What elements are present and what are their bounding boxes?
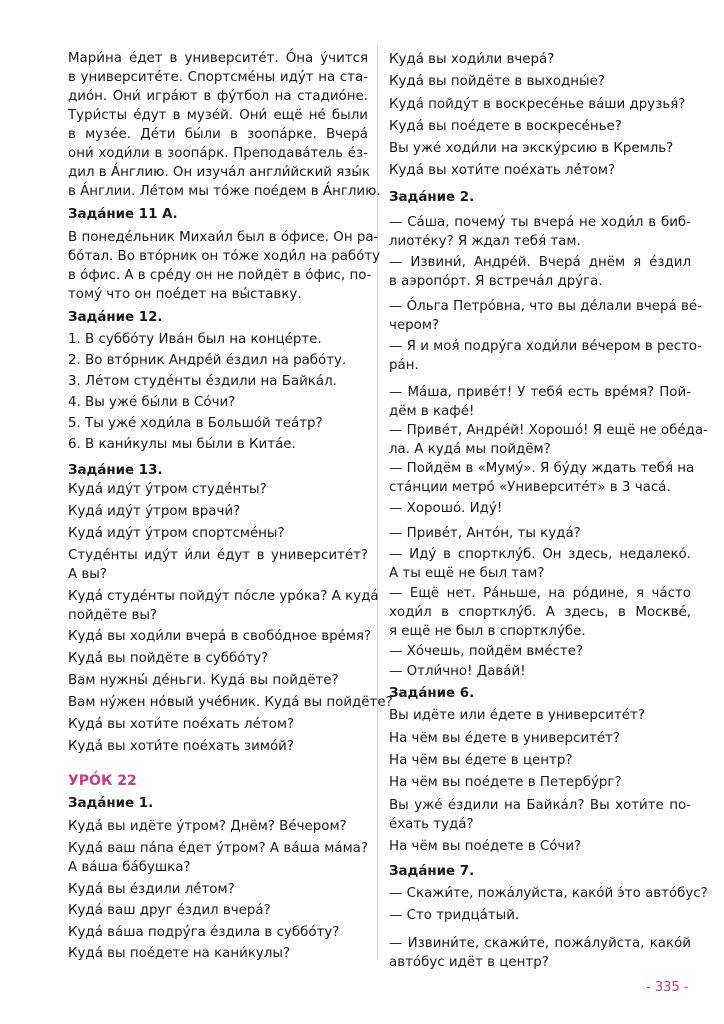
lesson-heading: УРО́К 22 bbox=[68, 773, 137, 789]
text-line: в А́нглии. Ле́том мы то́же пое́дем в А́нглию. bbox=[68, 184, 381, 199]
task-heading: Зада́ние 6. bbox=[389, 686, 475, 701]
text-line: А вы? bbox=[68, 567, 107, 582]
text-line: пойдёте вы? bbox=[68, 608, 158, 623]
text-line: ходи́л в спортклу́б. А здесь, в Москве́, bbox=[389, 605, 691, 620]
text-line: Вам ну́жен но́вый уче́бник. Куда́ вы пойдёте? bbox=[68, 695, 393, 710]
text-line: — Ма́ша, приве́т! У тебя́ есть вре́мя? Пой- bbox=[389, 385, 691, 400]
text-line: Куда́ вы хоти́те пое́хать ле́том? bbox=[68, 717, 295, 732]
text-line: Студе́нты иду́т и́ли е́дут в университе́т? bbox=[68, 548, 368, 563]
text-line: На чём вы е́дете в университе́т? bbox=[389, 731, 620, 746]
text-line: 3. Ле́том студе́нты е́здили на Байка́л. bbox=[68, 374, 337, 389]
text-line: Куда́ вы е́здили ле́том? bbox=[68, 882, 235, 897]
text-line: Куда́ вы хоти́те пое́хать зимо́й? bbox=[68, 739, 294, 754]
text-line: Куда́ студе́нты пойду́т по́сле уро́ка? А куда́ bbox=[68, 589, 379, 604]
text-line: 6. В кани́кулы мы бы́ли в Кита́е. bbox=[68, 437, 296, 452]
text-line: Куда́ ваш па́па е́дет у́тром? А ва́ша ма́ма? bbox=[68, 841, 368, 856]
text-line: Вы идёте или е́дете в университе́т? bbox=[389, 708, 645, 723]
text-line: Куда́ вы ходи́ли вчера́? bbox=[389, 52, 555, 67]
text-line: На чём вы е́дете в центр? bbox=[389, 753, 573, 768]
text-line: В понеде́льник Михаи́л был в о́фисе. Он ра- bbox=[68, 230, 379, 245]
text-line: 4. Вы уже́ бы́ли в Со́чи? bbox=[68, 395, 236, 410]
text-line: 1. В суббо́ту Ива́н был на конце́рте. bbox=[68, 332, 322, 347]
text-line: ла. А куда́ мы пойдём? bbox=[389, 442, 551, 457]
text-line: Куда́ иду́т у́тром студе́нты? bbox=[68, 482, 267, 497]
text-line: — Са́ша, почему́ ты вчера́ не ходи́л в биб- bbox=[389, 215, 691, 230]
text-line: Вы уже́ е́здили на Байка́л? Вы хоти́те по- bbox=[389, 798, 691, 813]
task-heading: Зада́ние 13. bbox=[68, 463, 163, 478]
text-line: Тури́сты е́дут в музе́й. Они́ ещё не́ были bbox=[68, 108, 368, 123]
text-line: лиоте́ку? Я ждал тебя́ там. bbox=[389, 234, 581, 249]
text-line: в аэропо́рт. Я встреча́л дру́га. bbox=[389, 274, 603, 289]
text-line: — Приве́т, Анто́н, ты куда́? bbox=[389, 526, 581, 541]
text-line: 5. Ты уже́ ходи́ла в Большо́й теа́тр? bbox=[68, 416, 323, 431]
text-line: они́ ходи́ли в зоопа́рк. Преподава́тель е́з- bbox=[68, 146, 368, 161]
text-line: А ва́ша ба́бушка? bbox=[68, 860, 191, 875]
text-line: — Отли́чно! Дава́й! bbox=[389, 664, 526, 679]
text-line: авто́бус идёт в центр? bbox=[389, 955, 549, 970]
task-heading: Зада́ние 1. bbox=[68, 796, 154, 811]
text-line: Куда́ вы хоти́те пое́хать ле́том? bbox=[389, 163, 616, 178]
page-number: - 335 - bbox=[646, 980, 689, 995]
column-divider bbox=[377, 45, 378, 960]
task-heading: Зада́ние 7. bbox=[389, 864, 475, 879]
task-heading: Зада́ние 12. bbox=[68, 310, 163, 325]
text-line: в музе́е. Де́ти бы́ли в зоопа́рке. Вчера́ bbox=[68, 127, 368, 142]
text-line: — Ещё нет. Ра́ньше, на ро́дине, я ча́сто bbox=[389, 586, 691, 601]
text-line: — Извини́, Андре́й. Вчера́ днём я е́здил bbox=[389, 255, 691, 270]
text-line: — Я и моя́ подру́га ходи́ли ве́чером в ресто- bbox=[389, 339, 702, 354]
text-line: ра́н. bbox=[389, 358, 419, 373]
text-line: — О́льга Петро́вна, что вы де́лали вчера́ ве́- bbox=[389, 299, 702, 314]
text-line: Куда́ иду́т у́тром врачи́? bbox=[68, 504, 241, 519]
text-line: дил в А́нглию. Он изуча́л англи́йский язы́к bbox=[68, 165, 371, 180]
task-heading: Зада́ние 11 А. bbox=[68, 207, 178, 222]
text-line: Вам нужны́ де́ньги. Куда́ вы пойдёте? bbox=[68, 673, 339, 688]
text-line: в университе́те. Спортсме́ны иду́т на ста- bbox=[68, 70, 368, 85]
text-line: — Приве́т, Андре́й! Хорошо́! Я ещё не обе́да- bbox=[389, 423, 708, 438]
text-line: На чём вы пое́дете в Петербу́рг? bbox=[389, 775, 622, 790]
text-line: А ты ещё не был там? bbox=[389, 566, 545, 581]
text-line: в о́фис. А в сре́ду он не пойдёт в о́фис, по- bbox=[68, 268, 372, 283]
text-line: Вы уже́ ходи́ли на экску́рсию в Кремль? bbox=[389, 141, 674, 156]
text-line: Куда́ пойду́т в воскресе́нье ва́ши друзья́? bbox=[389, 97, 686, 112]
text-line: Куда́ ва́ша подру́га е́здила в суббо́ту? bbox=[68, 925, 340, 940]
text-line: чером? bbox=[389, 318, 440, 333]
text-line: Куда́ вы ходи́ли вчера́ в свобо́дное вре́мя? bbox=[68, 629, 372, 644]
text-line: На чём вы пое́дете в Со́чи? bbox=[389, 839, 582, 854]
text-line: — Извини́те, скажи́те, пожа́луйста, како́й bbox=[389, 936, 691, 951]
text-line: — Хо́чешь, пойдём вме́сте? bbox=[389, 644, 584, 659]
text-line: Куда́ вы пойдёте в выходны́е? bbox=[389, 74, 605, 89]
task-heading: Зада́ние 2. bbox=[389, 190, 475, 205]
text-line: — Пойдём в «Муму́». Я бу́ду ждать тебя́ на bbox=[389, 461, 695, 476]
text-line: Куда́ вы идёте у́тром? Днём? Ве́чером? bbox=[68, 819, 347, 834]
text-line: Мари́на е́дет в университе́т. О́на у́чится bbox=[68, 51, 368, 66]
text-line: дём в кафе́! bbox=[389, 404, 475, 419]
text-line: е́хать туда́? bbox=[389, 817, 474, 832]
text-line: бо́тал. Во вто́рник он то́же ходи́л на рабо́ту bbox=[68, 249, 381, 264]
text-line: Куда́ ваш друг е́здил вчера́? bbox=[68, 903, 271, 918]
text-line: 2. Во вто́рник Андре́й е́здил на рабо́ту. bbox=[68, 353, 347, 368]
text-line: дио́н. Они́ игра́ют в фу́тбол на стадио́не. bbox=[68, 89, 368, 104]
text-line: тому́ что он пое́дет на вы́ставку. bbox=[68, 287, 302, 302]
text-line: — Хорошо́. Иду́! bbox=[389, 501, 503, 516]
text-line: — Сто тридца́тый. bbox=[389, 908, 520, 923]
text-line: Куда́ вы пойдёте в суббо́ту? bbox=[68, 651, 269, 666]
text-line: я ещё не был в спортклу́бе. bbox=[389, 624, 586, 639]
text-line: — Скажи́те, пожа́луйста, како́й э́то авто́бус? bbox=[389, 886, 708, 901]
text-line: Куда́ вы пое́дете на кани́кулы? bbox=[68, 946, 291, 961]
text-line: Куда́ вы пое́дете в воскресе́нье? bbox=[389, 119, 622, 134]
text-line: ста́нции метро́ «Университе́т» в 3 часа́. bbox=[389, 480, 671, 495]
text-line: Куда́ иду́т у́тром спортсме́ны? bbox=[68, 526, 285, 541]
text-line: — Иду́ в спортклу́б. Он здесь, недалеко́. bbox=[389, 547, 691, 562]
